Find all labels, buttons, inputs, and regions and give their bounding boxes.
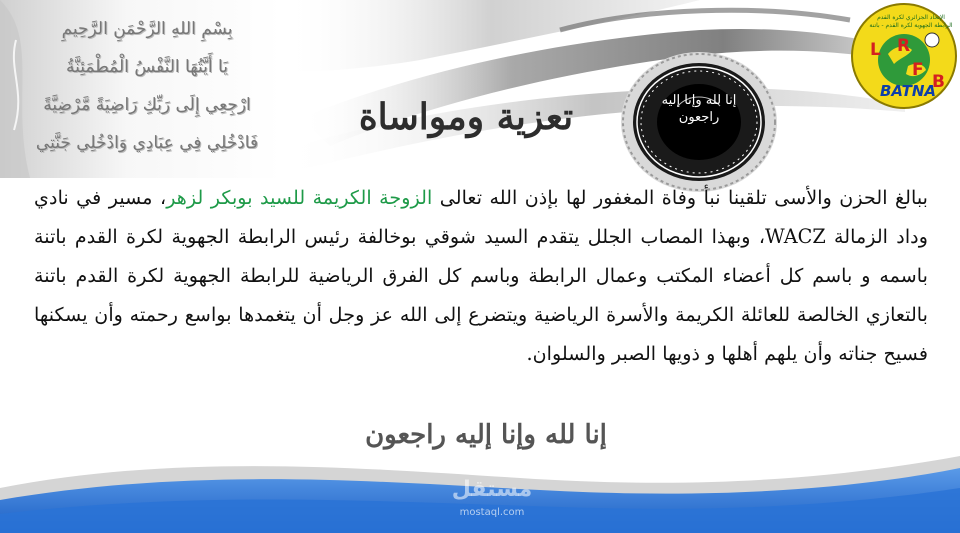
logo-letter: R <box>897 36 911 56</box>
medallion-line: إنا لله وإنا إليه <box>661 93 737 108</box>
quran-line: ارْجِعِي إِلَى رَبِّكِ رَاضِيَةً مَّرْضِيَّةً <box>43 95 251 115</box>
watermark-brand: مستقل <box>451 477 533 502</box>
watermark-domain: mostaql.com <box>459 507 525 518</box>
medallion-text <box>648 92 750 126</box>
closing-calligraphy: إنا لله وإنا إليه راجعون <box>365 420 607 450</box>
logo-city: BATNA <box>879 82 936 100</box>
quran-line: فَادْخُلِي فِي عِبَادِي وَادْخُلِي جَنَّتِي <box>35 133 259 153</box>
condolence-message <box>34 178 928 373</box>
message-text: ببالغ الحزن والأسى تلقينا نبأ وفاة المغفور لها بإذن الله تعالى <box>432 186 929 209</box>
message-text: ، مسير في نادي وداد الزمالة WACZ، وبهذا المصاب الجلل يتقدم السيد شوقي بوخالفة رئيس الرابطة الجهوية لكرة القدم باتنة باسمه و باسم كل أعضاء المكتب وعمال الرابطة وباسم كل الفرق الرياضية للرابطة الجهوية لكرة القدم باتنة بالتعازي الخالصة للعائلة الكريمة والأسرة الرياضية ويتضرع إلى الله عز وجل أن يتغمدها بواسع رحمته وأن يسكنها فسيح جناته وأن يلهم أهلها و ذويها الصبر والسلوان. <box>34 186 928 365</box>
message-highlight: الزوجة الكريمة للسيد بوبكر لزهر <box>166 186 433 209</box>
medallion-line: راجعون <box>678 110 720 125</box>
logo-letter: F <box>912 60 924 80</box>
logo-letter: B <box>932 72 945 92</box>
quran-line: بِسْمِ اللهِ الرَّحْمَنِ الرَّحِيمِ <box>61 19 233 39</box>
quran-line: يَا أَيَّتُهَا النَّفْسُ الْمُطْمَئِنَّةُ <box>66 57 228 77</box>
logo-letter: L <box>870 40 881 60</box>
logo-org-text: الإتحاد الجزائري لكرة القدم الرابطة الجهوية لكرة القدم - باتنة <box>869 14 953 29</box>
heading-calligraphy: تعزية ومواساة <box>358 96 574 138</box>
